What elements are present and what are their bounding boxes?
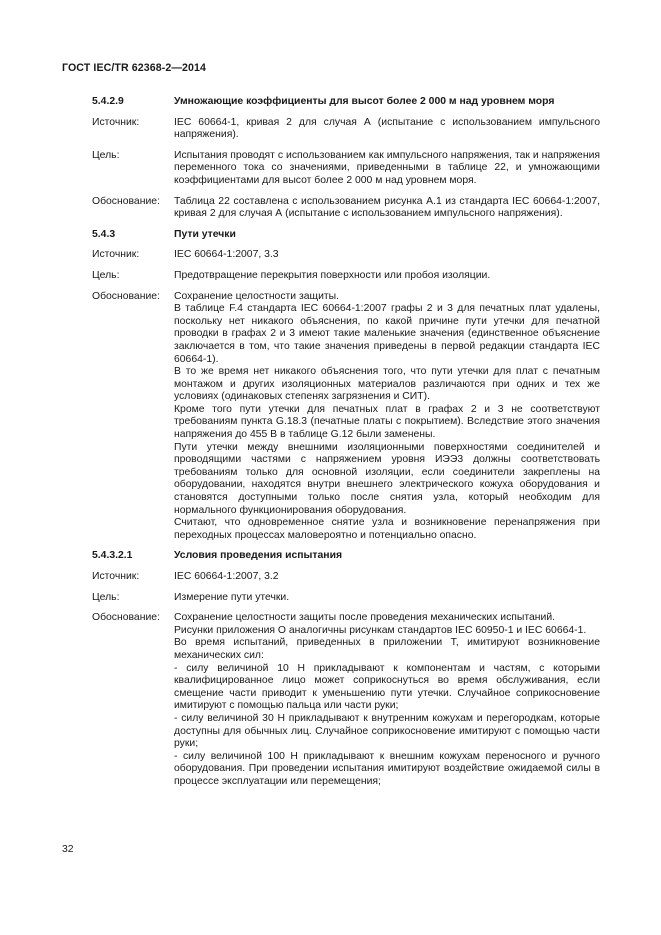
source-label: Источник: [92,249,140,261]
rationale-paragraph: - силу величиной 30 Н прикладывают к внутренним кожухам и перегородкам, которые доступны для обычных лиц. Случайное соприкосновение имитируют с помощью части руки; [174,712,600,750]
source-row [92,117,600,142]
section-number: 5.4.3 [92,228,116,240]
source-label: Источник: [92,571,140,582]
section-number: 5.4.3.2.1 [92,550,133,562]
rationale-paragraph: В то же время нет никакого объяснения того, что пути утечки для плат с печатным монтажом и других изоляционных материалов различаются при одних и тех же условиях (одинаковых степенях загрязнения и СИТ). [174,366,600,403]
purpose-row [92,150,600,188]
section-heading [92,550,600,563]
rationale-row [92,291,600,543]
rationale-paragraph: Сохранение целостности защиты после проведения механических испытаний. [174,612,556,624]
section-number: 5.4.2.9 [92,96,124,107]
section-heading [92,229,600,242]
section-title: Условия проведения испытания [174,550,343,562]
purpose-label: Цель: [92,149,120,161]
rationale-paragraph: Во время испытаний, приведенных в приложении Т, имитируют возникновение механических сил: [174,637,600,661]
source-text: IEC 60664-1:2007, 3.2 [174,571,279,582]
rationale-paragraph: В таблице F.4 стандарта IEC 60664-1:2007 графы 2 и 3 для печатных плат удалены, поскольку нет никакого объяснения, по какой причине пути утечки для печатной проводки в графах 2 и 3 имеют такие маленькие значения (единственное объяснение заключается в том, что такие значения приведены в первой редакции стандарта IEC 60664-1). [174,303,600,365]
source-text: IEC 60664-1:2007, 3.3 [174,249,279,261]
source-text: IEC 60664-1, кривая 2 для случая А (испытание с использованием импульсного напряжения). [174,116,600,141]
purpose-text: Предотвращение перекрытия поверхности или пробоя изоляции. [174,269,491,281]
purpose-row [92,592,600,605]
rationale-paragraph: Кроме того пути утечки для печатных плат в графах 2 и 3 не соответствуют требованиям пункта G.18.3 (печатные платы с покрытием). Вследствие этого значения напряжения до 455 В в таблице G.12 были заменены. [174,403,600,441]
purpose-row [92,270,600,283]
rationale-paragraph: Рисунки приложения О аналогичны рисункам стандартов IEC 60950-1 и IEC 60664-1. [174,624,587,636]
purpose-text: Измерение пути утечки. [174,591,290,603]
rationale-label: Обоснование: [92,195,160,207]
document-body [92,96,600,797]
section-title: Умножающие коэффициенты для высот более 2 000 м над уровнем моря [174,96,555,107]
document-header: ГОСТ IEC/TR 62368-2—2014 [62,62,207,74]
purpose-label: Цель: [92,591,120,603]
purpose-text: Испытания проводят с использованием как импульсного напряжения, так и напряжения переменного тока со значениями, приведенными в таблице 22, и умножающими коэффициентами для высот более 2 000 м над уровнем моря. [174,149,600,186]
rationale-row [92,612,600,788]
rationale-row [92,196,600,221]
purpose-label: Цель: [92,269,120,281]
source-row [92,571,600,584]
source-row [92,249,600,262]
rationale-label: Обоснование: [92,612,160,624]
section-title: Пути утечки [174,228,236,240]
rationale-paragraph: Считают, что одновременное снятие узла и возникновение перенапряжения при переходных процессах маловероятно и потенциально опасно. [174,517,600,541]
page-number: 32 [62,844,74,855]
rationale-label: Обоснование: [92,290,160,302]
rationale-paragraph: - силу величиной 10 Н прикладывают к компонентам и частям, с которыми квалифицированное лицо может соприкоснуться во время обслуживания, если смещение части приводит к уменьшению пути утечки. Случайное соприкосновение имитируют с помощью пальца или части руки; [174,662,600,712]
rationale-paragraph: Пути утечки между внешними изоляционными поверхностями соединителей и проводящими частями с напряжением уровня ИЭЭ3 должны соответствовать требованиям только для основной изоляции, если соединители закреплены на оборудовании, находятся внутри внешнего электрического кожуха оборудования и становятся доступными только после снятия узла, который необходим для нормального функционирования оборудования. [174,441,600,516]
source-label: Источник: [92,116,140,128]
rationale-text: Таблица 22 составлена с использованием рисунка А.1 из стандарта IEC 60664-1:2007, кривая 2 для случая А (испытание с использованием импульсного напряжения). [174,195,600,220]
section-heading [92,96,600,109]
rationale-paragraph: - силу величиной 100 Н прикладывают к внешним кожухам переносного и ручного оборудования. При проведении испытания имитируют воздействие ожидаемой силы в процессе эксплуатации или перемещения; [174,750,600,787]
rationale-paragraph: Сохранение целостности защиты. [174,290,339,302]
